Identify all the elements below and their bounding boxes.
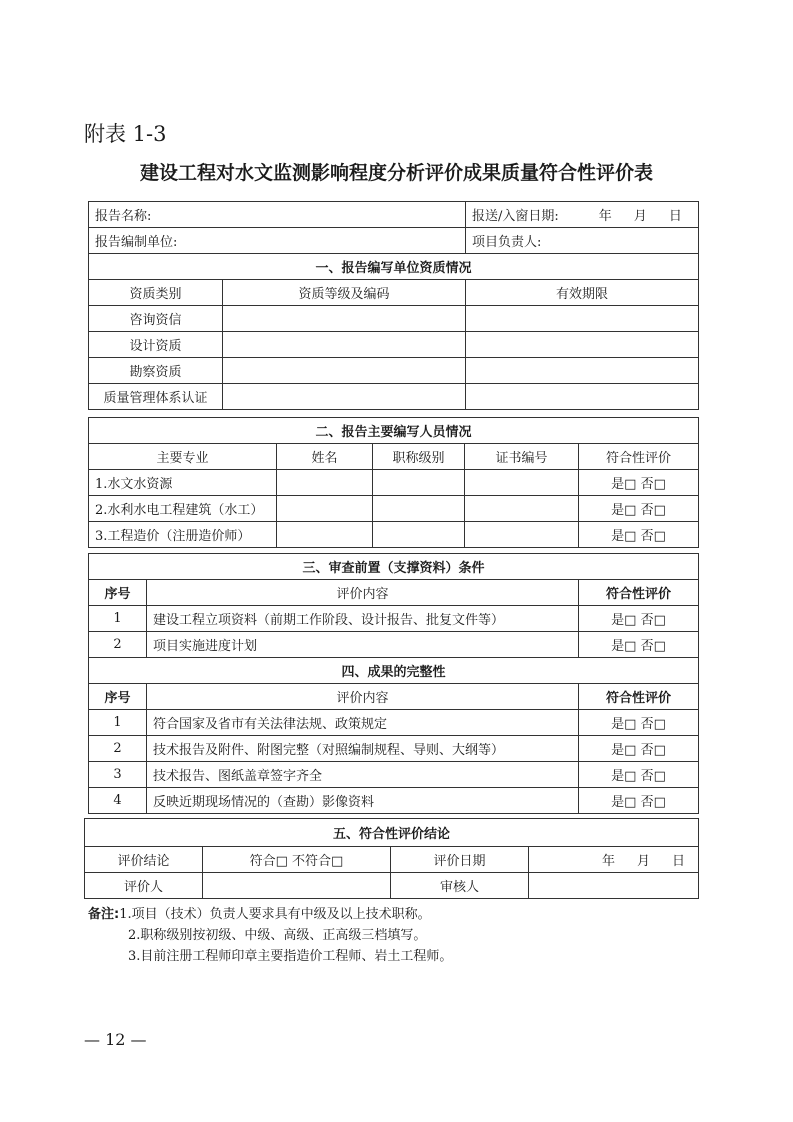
remarks-label: 备注:: [88, 907, 120, 922]
row-number: 1: [89, 606, 147, 632]
col-specialty: 主要专业: [89, 444, 277, 470]
col-seq: 序号: [89, 580, 147, 606]
remarks: [88, 904, 452, 967]
validity-cell[interactable]: [466, 384, 699, 410]
eval-item: 反映近期现场情况的（查勘）影像资料: [147, 788, 579, 814]
title-level-cell[interactable]: [373, 522, 465, 548]
remark-line: 3.目前注册工程师印章主要指造价工程师、岩土工程师。: [128, 949, 453, 964]
project-lead-field[interactable]: 项目负责人:: [466, 228, 699, 254]
qualification-grade-cell[interactable]: [223, 384, 466, 410]
yes-no-checkbox[interactable]: 是□ 否□: [579, 788, 699, 814]
yes-no-checkbox[interactable]: 是□ 否□: [579, 470, 699, 496]
specialty-label: 3.工程造价（注册造价师）: [89, 522, 277, 548]
eval-date-label: 评价日期: [391, 847, 529, 873]
form-table-top: [88, 201, 699, 410]
section-1-title: 一、报告编写单位资质情况: [89, 254, 699, 280]
section-4-title: 四、成果的完整性: [89, 658, 699, 684]
qualification-row-label: 咨询资信: [89, 306, 223, 332]
row-number: 2: [89, 632, 147, 658]
col-seq: 序号: [89, 684, 147, 710]
col-certificate: 证书编号: [465, 444, 579, 470]
row-number: 2: [89, 736, 147, 762]
eval-item: 技术报告、图纸盖章签字齐全: [147, 762, 579, 788]
eval-item: 符合国家及省市有关法律法规、政策规定: [147, 710, 579, 736]
eval-item: 技术报告及附件、附图完整（对照编制规程、导则、大纲等）: [147, 736, 579, 762]
name-cell[interactable]: [277, 522, 373, 548]
validity-cell[interactable]: [466, 332, 699, 358]
appendix-label: 附表 1-3: [84, 122, 167, 146]
col-qualification-type: 资质类别: [89, 280, 223, 306]
yes-no-checkbox[interactable]: 是□ 否□: [579, 710, 699, 736]
specialty-label: 1.水文水资源: [89, 470, 277, 496]
qualification-row-label: 勘察资质: [89, 358, 223, 384]
row-number: 4: [89, 788, 147, 814]
remark-line: 1.项目（技术）负责人要求具有中级及以上技术职称。: [119, 907, 431, 922]
qualification-row-label: 设计资质: [89, 332, 223, 358]
col-eval-content: 评价内容: [147, 684, 579, 710]
qualification-grade-cell[interactable]: [223, 332, 466, 358]
yes-no-checkbox[interactable]: 是□ 否□: [579, 496, 699, 522]
yes-no-checkbox[interactable]: 是□ 否□: [579, 762, 699, 788]
col-title-level: 职称级别: [373, 444, 465, 470]
name-cell[interactable]: [277, 470, 373, 496]
eval-item: 建设工程立项资料（前期工作阶段、设计报告、批复文件等）: [147, 606, 579, 632]
qualification-grade-cell[interactable]: [223, 306, 466, 332]
col-compliance: 符合性评价: [579, 444, 699, 470]
section-3-title: 三、审查前置（支撑资料）条件: [89, 554, 699, 580]
qualification-grade-cell[interactable]: [223, 358, 466, 384]
page-number: — 12 —: [84, 1030, 147, 1049]
form-table-review: [88, 553, 699, 814]
row-number: 1: [89, 710, 147, 736]
eval-date-field[interactable]: 年 月 日: [529, 847, 699, 873]
specialty-label: 2.水利水电工程建筑（水工）: [89, 496, 277, 522]
form-table-conclusion: [84, 818, 699, 899]
certificate-cell[interactable]: [465, 496, 579, 522]
report-name-field[interactable]: 报告名称:: [89, 202, 466, 228]
title-level-cell[interactable]: [373, 470, 465, 496]
compiler-field[interactable]: 报告编制单位:: [89, 228, 466, 254]
eval-item: 项目实施进度计划: [147, 632, 579, 658]
name-cell[interactable]: [277, 496, 373, 522]
remark-line: 2.职称级别按初级、中级、高级、正高级三档填写。: [128, 928, 427, 943]
col-compliance: 符合性评价: [579, 684, 699, 710]
validity-cell[interactable]: [466, 306, 699, 332]
yes-no-checkbox[interactable]: 是□ 否□: [579, 632, 699, 658]
qualification-row-label: 质量管理体系认证: [89, 384, 223, 410]
title-level-cell[interactable]: [373, 496, 465, 522]
row-number: 3: [89, 762, 147, 788]
yes-no-checkbox[interactable]: 是□ 否□: [579, 522, 699, 548]
section-5-title: 五、符合性评价结论: [85, 819, 699, 847]
conclusion-label: 评价结论: [85, 847, 203, 873]
yes-no-checkbox[interactable]: 是□ 否□: [579, 606, 699, 632]
conclusion-checkboxes[interactable]: 符合□ 不符合□: [203, 847, 391, 873]
certificate-cell[interactable]: [465, 470, 579, 496]
submit-date-field[interactable]: 报送/入窗日期: 年 月 日: [466, 202, 699, 228]
yes-no-checkbox[interactable]: 是□ 否□: [579, 736, 699, 762]
section-2-title: 二、报告主要编写人员情况: [89, 418, 699, 444]
certificate-cell[interactable]: [465, 522, 579, 548]
reviewer-label: 审核人: [391, 873, 529, 899]
reviewer-field[interactable]: [529, 873, 699, 899]
col-eval-content: 评价内容: [147, 580, 579, 606]
evaluator-label: 评价人: [85, 873, 203, 899]
document-title: 建设工程对水文监测影响程度分析评价成果质量符合性评价表: [139, 162, 653, 184]
validity-cell[interactable]: [466, 358, 699, 384]
form-table-personnel: [88, 417, 699, 548]
col-qualification-grade: 资质等级及编码: [223, 280, 466, 306]
col-compliance: 符合性评价: [579, 580, 699, 606]
evaluator-field[interactable]: [203, 873, 391, 899]
col-validity: 有效期限: [466, 280, 699, 306]
col-name: 姓名: [277, 444, 373, 470]
